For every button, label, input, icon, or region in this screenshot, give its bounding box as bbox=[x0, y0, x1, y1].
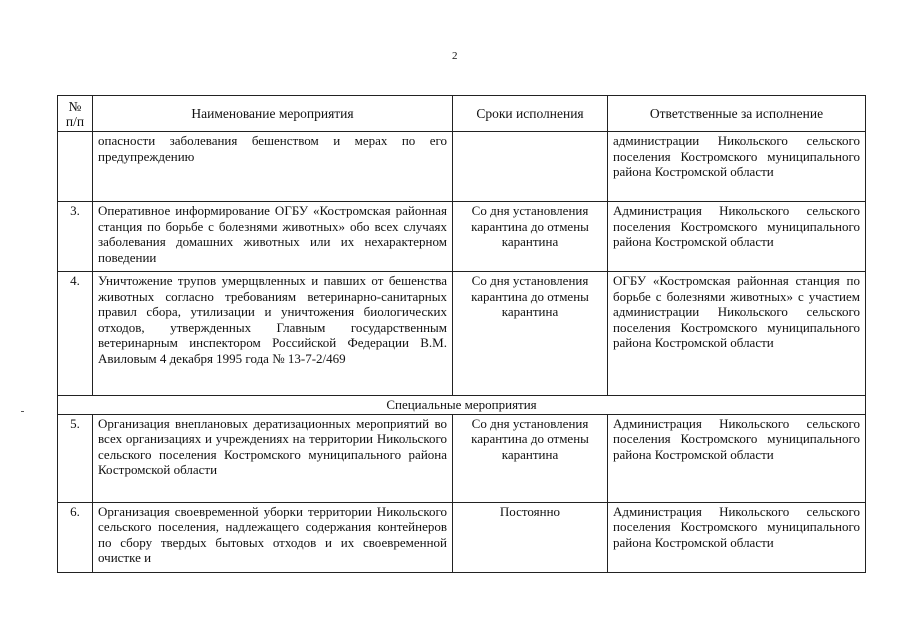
cell-term bbox=[453, 132, 608, 202]
table-row bbox=[58, 414, 866, 502]
cell-num: 5. bbox=[58, 414, 93, 502]
cell-num: 3. bbox=[58, 202, 93, 272]
table-row bbox=[58, 202, 866, 272]
scan-mark bbox=[21, 411, 24, 412]
cell-responsible: Администрация Никольского сельского поселения Костромского муниципального района Костромской области bbox=[608, 414, 866, 502]
measures-table bbox=[57, 95, 866, 573]
cell-term: Постоянно bbox=[453, 502, 608, 572]
cell-num: 4. bbox=[58, 272, 93, 396]
cell-num bbox=[58, 132, 93, 202]
cell-responsible: ОГБУ «Костромская районная станция по борьбе с болезнями животных» с участием администрации Никольского сельского поселения Костромского муниципального района Костромской области bbox=[608, 272, 866, 396]
cell-responsible: Администрация Никольского сельского поселения Костромского муниципального района Костромской области bbox=[608, 502, 866, 572]
cell-name: Оперативное информирование ОГБУ «Костромская районная станция по борьбе с болезнями животных» обо всех случаях заболевания домашних животных или их нехарактерном поведении bbox=[93, 202, 453, 272]
cell-name: Организация внеплановых дератизационных мероприятий во всех организациях и учреждениях на территории Никольского сельского поселения Костромского муниципального района Костромской области bbox=[93, 414, 453, 502]
cell-term: Со дня установления карантина до отмены карантина bbox=[453, 272, 608, 396]
table-row bbox=[58, 272, 866, 396]
cell-name: Уничтожение трупов умерщвленных и павших от бешенства животных согласно требованиям ветеринарно-санитарных правил сбора, утилизации и уничтожения биологических отходов, утвержденных Главным государственным ветеринарным инспектором Российской Федерации В.М. Авиловым 4 декабря 1995 года № 13-7-2/469 bbox=[93, 272, 453, 396]
cell-responsible: Администрация Никольского сельского поселения Костромского муниципального района Костромской области bbox=[608, 202, 866, 272]
cell-name: опасности заболевания бешенством и мерах по его предупреждению bbox=[93, 132, 453, 202]
header-responsible: Ответственные за исполнение bbox=[608, 96, 866, 132]
cell-name: Организация своевременной уборки территории Никольского сельского поселения, надлежащего содержания контейнеров по сбору твердых бытовых отходов и их своевременной очистке и bbox=[93, 502, 453, 572]
section-row bbox=[58, 396, 866, 415]
header-name: Наименование мероприятия bbox=[93, 96, 453, 132]
cell-term: Со дня установления карантина до отмены карантина bbox=[453, 414, 608, 502]
table-row bbox=[58, 502, 866, 572]
table-header-row bbox=[58, 96, 866, 132]
header-num: № п/п bbox=[58, 96, 93, 132]
cell-num: 6. bbox=[58, 502, 93, 572]
section-title: Специальные мероприятия bbox=[58, 396, 866, 415]
page-number: 2 bbox=[452, 50, 458, 62]
cell-term: Со дня установления карантина до отмены карантина bbox=[453, 202, 608, 272]
table-row bbox=[58, 132, 866, 202]
cell-responsible: администрации Никольского сельского поселения Костромского муниципального района Костромской области bbox=[608, 132, 866, 202]
header-term: Сроки исполнения bbox=[453, 96, 608, 132]
